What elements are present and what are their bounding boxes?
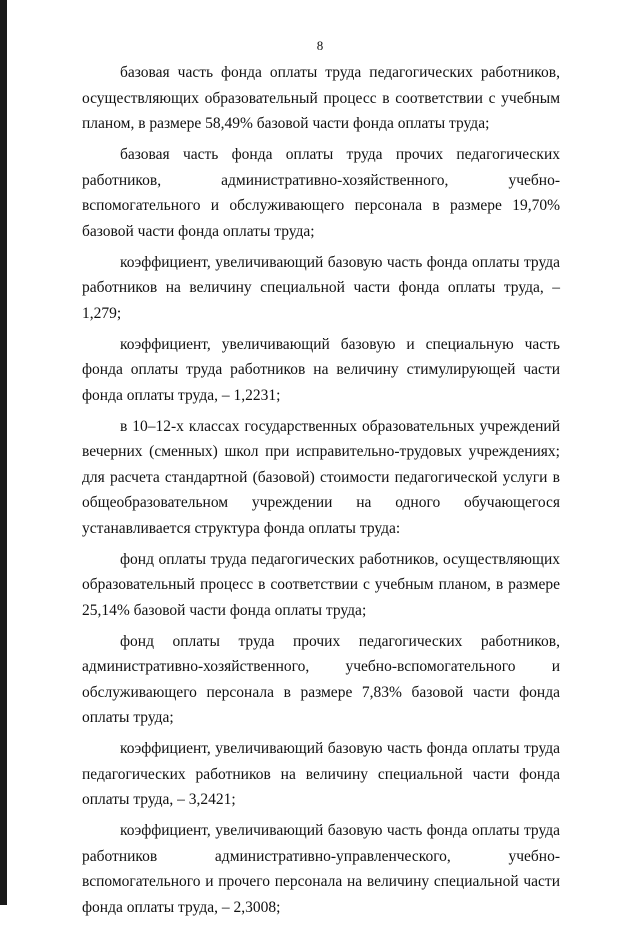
paragraph-4: коэффициент, увеличивающий базовую и специальную часть фонда оплаты труда работников на величину стимулирующей части фонда оплаты труда, – 1,2231; [82, 335, 560, 404]
scan-edge-shadow [0, 0, 7, 905]
paragraph-2: базовая часть фонда оплаты труда прочих педагогических работников, административно-хозяйственного, учебно-вспомогательного и обслуживающего персонала в размере 19,70% базовой части фонда оплаты труда; [82, 146, 560, 240]
paragraph-7: фонд оплаты труда прочих педагогических работников, административно-хозяйственного, учебно-вспомогательного и обслуживающего персонала в размере 7,83% базовой части фонда оплаты труда; [82, 632, 560, 726]
paragraph-6: фонд оплаты труда педагогических работников, осуществляющих образовательный процесс в соответствии с учебным планом, в размере 25,14% базовой части фонда оплаты труда; [82, 550, 560, 619]
paragraph-5: в 10–12-х классах государственных образовательных учреждений вечерних (сменных) школ при исправительно-трудовых учреждениях; для расчета стандартной (базовой) стоимости педагогической услуги в общеобразовательном учреждении на одного обучающегося устанавливается структура фонда оплаты труда: [82, 417, 560, 537]
document-body [82, 60, 560, 926]
paragraph-3: коэффициент, увеличивающий базовую часть фонда оплаты труда работников на величину специальной части фонда оплаты труда, – 1,279; [82, 253, 560, 322]
paragraph-1: базовая часть фонда оплаты труда педагогических работников, осуществляющих образовательный процесс в соответствии с учебным планом, в размере 58,49% базовой части фонда оплаты труда; [82, 64, 560, 132]
page-number: 8 [316, 38, 324, 53]
paragraph-9: коэффициент, увеличивающий базовую часть фонда оплаты труда работников административно-управленческого, учебно-вспомогательного и прочего персонала на величину специальной части фонда оплаты труда, – 2,3008; [82, 822, 560, 916]
paragraph-8: коэффициент, увеличивающий базовую часть фонда оплаты труда педагогических работников на величину специальной части фонда оплаты труда, – 3,2421; [82, 740, 560, 808]
